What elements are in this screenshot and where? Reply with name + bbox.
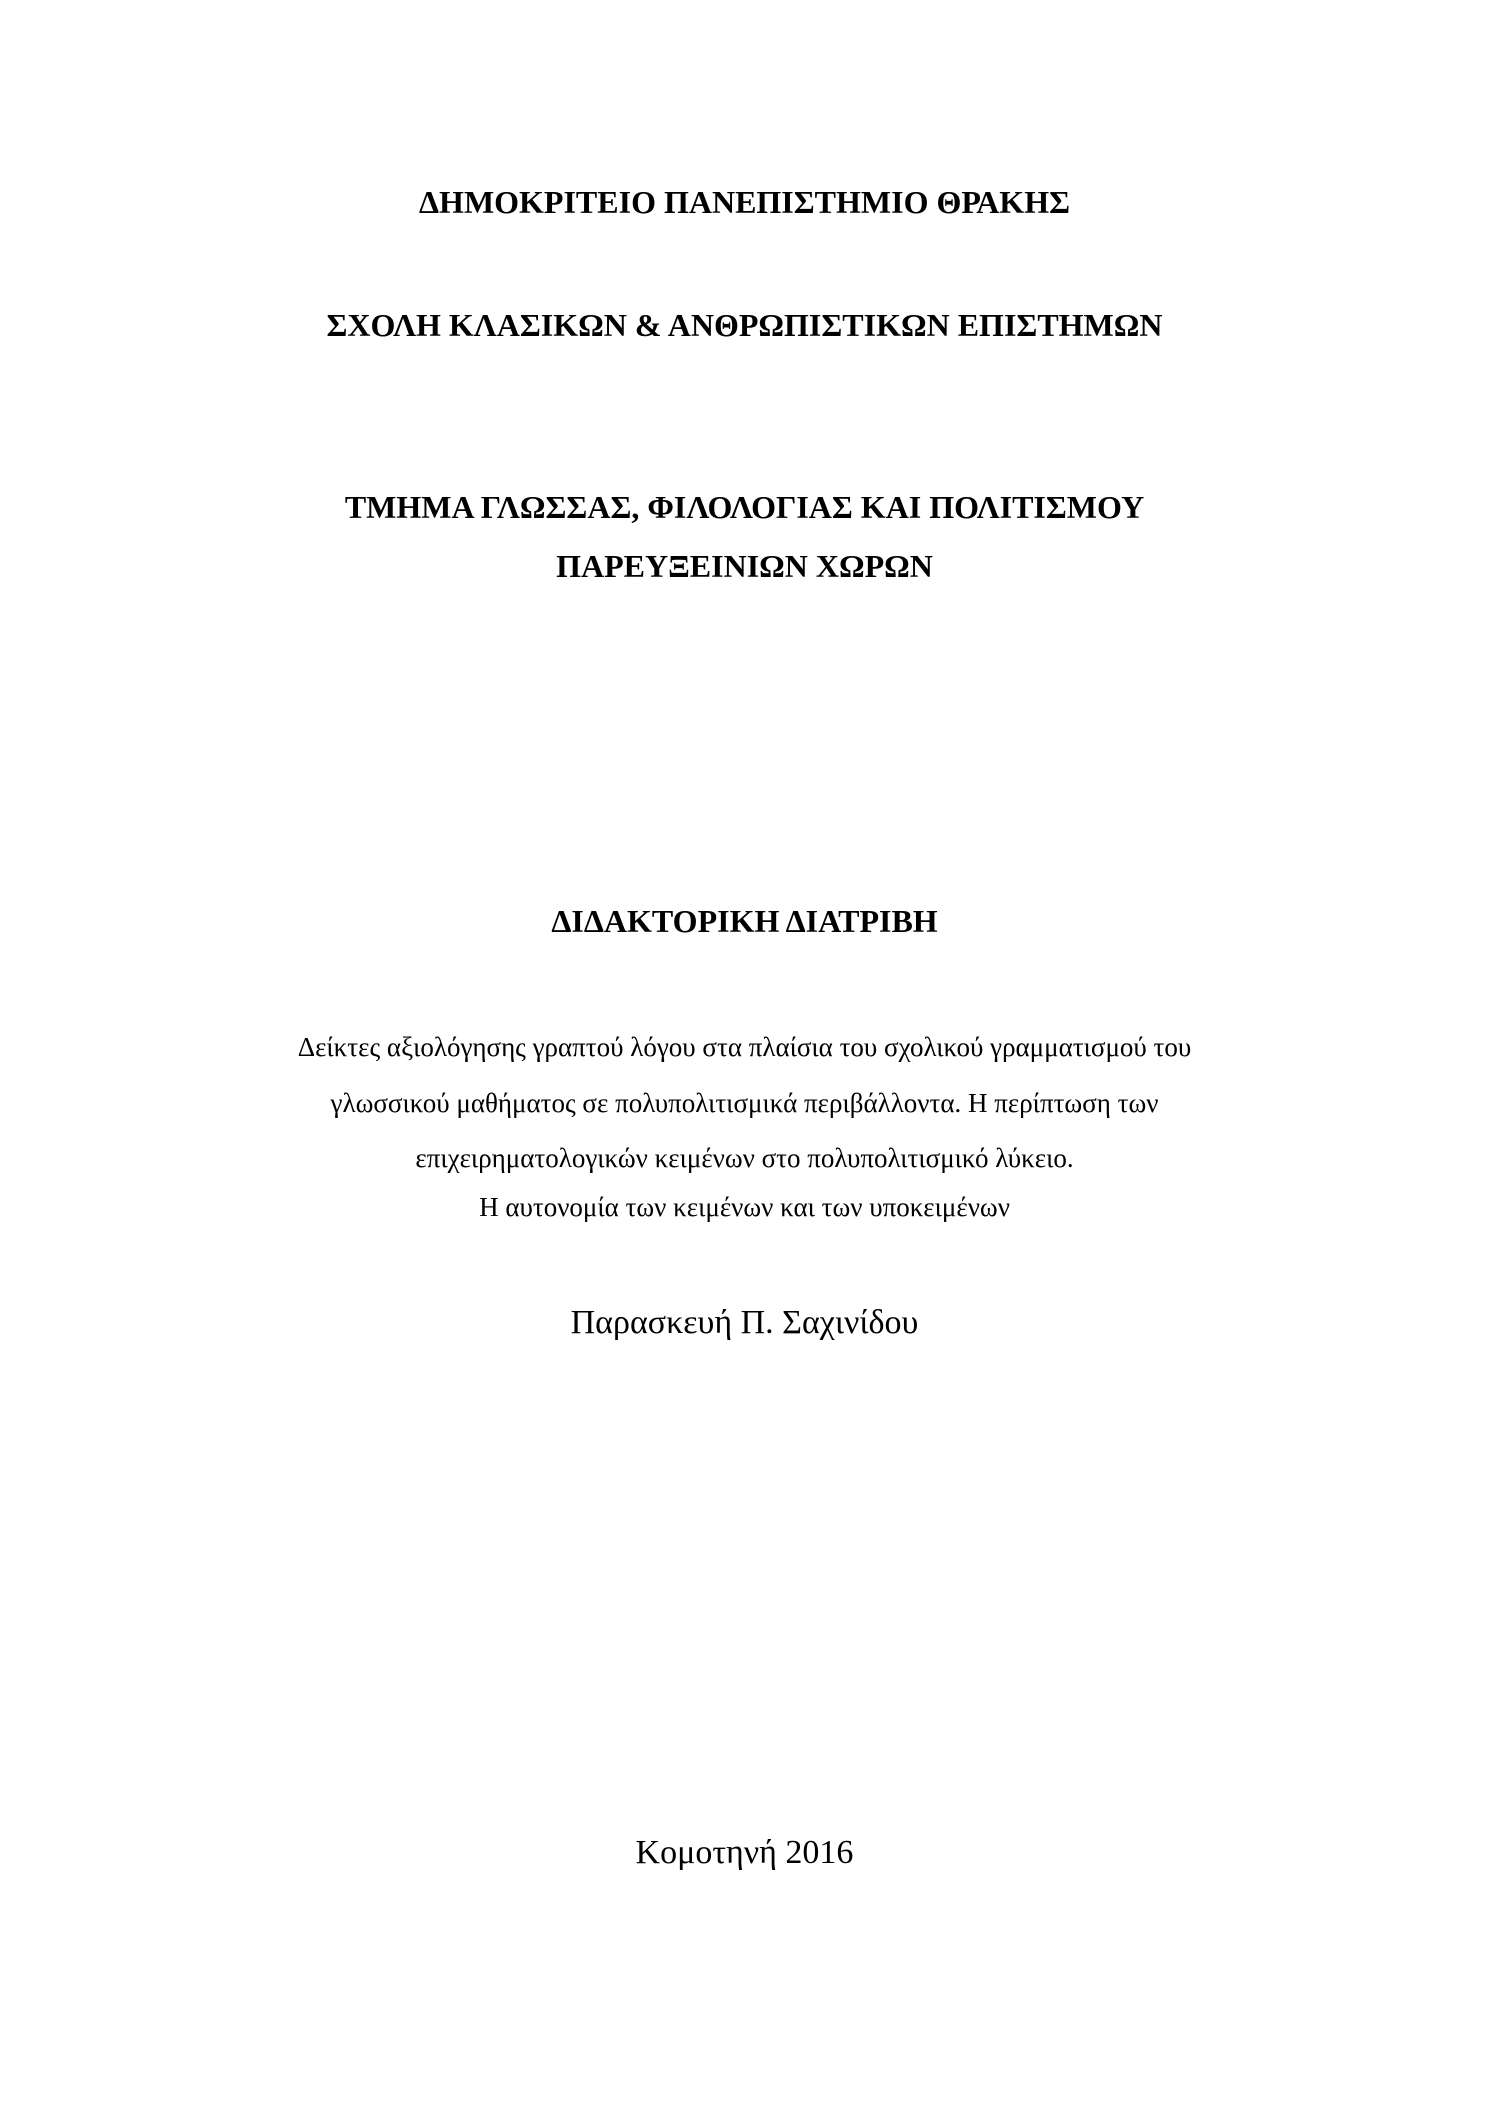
thesis-title-line-4: Η αυτονομία των κειμένων και των υποκειμένων bbox=[479, 1192, 1010, 1222]
author-name: Παρασκευή Π. Σαχινίδου bbox=[570, 1304, 919, 1341]
department-name-line-1: ΤΜΗΜΑ ΓΛΩΣΣΑΣ, ΦΙΛΟΛΟΓΙΑΣ ΚΑΙ ΠΟΛΙΤΙΣΜΟΥ bbox=[344, 489, 1145, 525]
university-name: ΔΗΜΟΚΡΙΤΕΙΟ ΠΑΝΕΠΙΣΤΗΜΙΟ ΘΡΑΚΗΣ bbox=[418, 184, 1070, 220]
thesis-title-line-2: γλωσσικού μαθήματος σε πολυπολιτισμικά περιβάλλοντα. Η περίπτωση των bbox=[330, 1088, 1159, 1118]
thesis-title-line-3: επιχειρηματολογικών κειμένων στο πολυπολιτισμικό λύκειο. bbox=[415, 1143, 1074, 1173]
department-name-line-2: ΠΑΡΕΥΞΕΙΝΙΩΝ ΧΩΡΩΝ bbox=[556, 548, 933, 584]
place-and-year: Κομοτηνή 2016 bbox=[635, 1834, 854, 1871]
document-type: ΔΙΔΑΚΤΟΡΙΚΗ ΔΙΑΤΡΙΒΗ bbox=[551, 903, 938, 939]
thesis-title-line-1: Δείκτες αξιολόγησης γραπτού λόγου στα πλαίσια του σχολικού γραμματισμού του bbox=[297, 1032, 1192, 1062]
school-name: ΣΧΟΛΗ ΚΛΑΣΙΚΩΝ & ΑΝΘΡΩΠΙΣΤΙΚΩΝ ΕΠΙΣΤΗΜΩΝ bbox=[326, 307, 1163, 343]
